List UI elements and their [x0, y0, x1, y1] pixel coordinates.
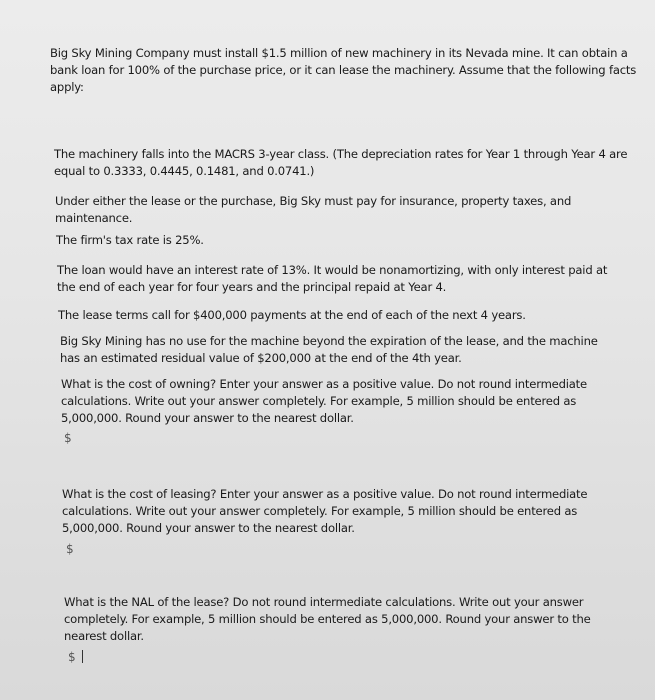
fact-loan-terms: The loan would have an interest rate of 13%. It would be nonamortizing, with only interest paid at the end of each year for four years and the principal repaid at Year 4.: [57, 263, 608, 294]
question-cost-of-leasing: What is the cost of leasing? Enter your answer as a positive value. Do not round intermediate calculations. Write out your answer completely. For example, 5 million should be entered as 5,000,000. Round your answer to the nearest dollar.: [62, 487, 588, 535]
fact-expenses: Under either the lease or the purchase, Big Sky must pay for insurance, property taxes, and maintenance.: [55, 194, 572, 225]
problem-intro: Big Sky Mining Company must install $1.5 million of new machinery in its Nevada mine. It can obtain a bank loan for 100% of the purchase price, or it can lease the machinery. Assume that the following facts apply:: [50, 46, 637, 94]
fact-residual-value: Big Sky Mining has no use for the machine beyond the expiration of the lease, and the machine has an estimated residual value of $200,000 at the end of the 4th year.: [60, 334, 598, 365]
cost-of-owning-answer-field[interactable]: [64, 431, 72, 445]
currency-symbol: $: [64, 431, 72, 445]
currency-symbol: $: [68, 650, 76, 664]
fact-tax-rate: The firm's tax rate is 25%.: [56, 233, 204, 247]
currency-symbol: $: [66, 542, 74, 556]
fact-lease-terms: The lease terms call for $400,000 payments at the end of each of the next 4 years.: [58, 308, 526, 322]
cost-of-leasing-answer-field[interactable]: [66, 542, 74, 556]
text-cursor: [82, 650, 83, 663]
question-nal: What is the NAL of the lease? Do not round intermediate calculations. Write out your answer completely. For example, 5 million should be entered as 5,000,000. Round your answer to the nearest dollar.: [64, 595, 591, 643]
fact-macrs-class: The machinery falls into the MACRS 3-year class. (The depreciation rates for Year 1 through Year 4 are equal to 0.3333, 0.4445, 0.1481, and 0.0741.): [54, 147, 628, 178]
question-cost-of-owning: What is the cost of owning? Enter your answer as a positive value. Do not round intermediate calculations. Write out your answer completely. For example, 5 million should be entered as 5,000,000. Round your answer to the nearest dollar.: [61, 377, 587, 425]
nal-answer-field[interactable]: [68, 650, 83, 664]
